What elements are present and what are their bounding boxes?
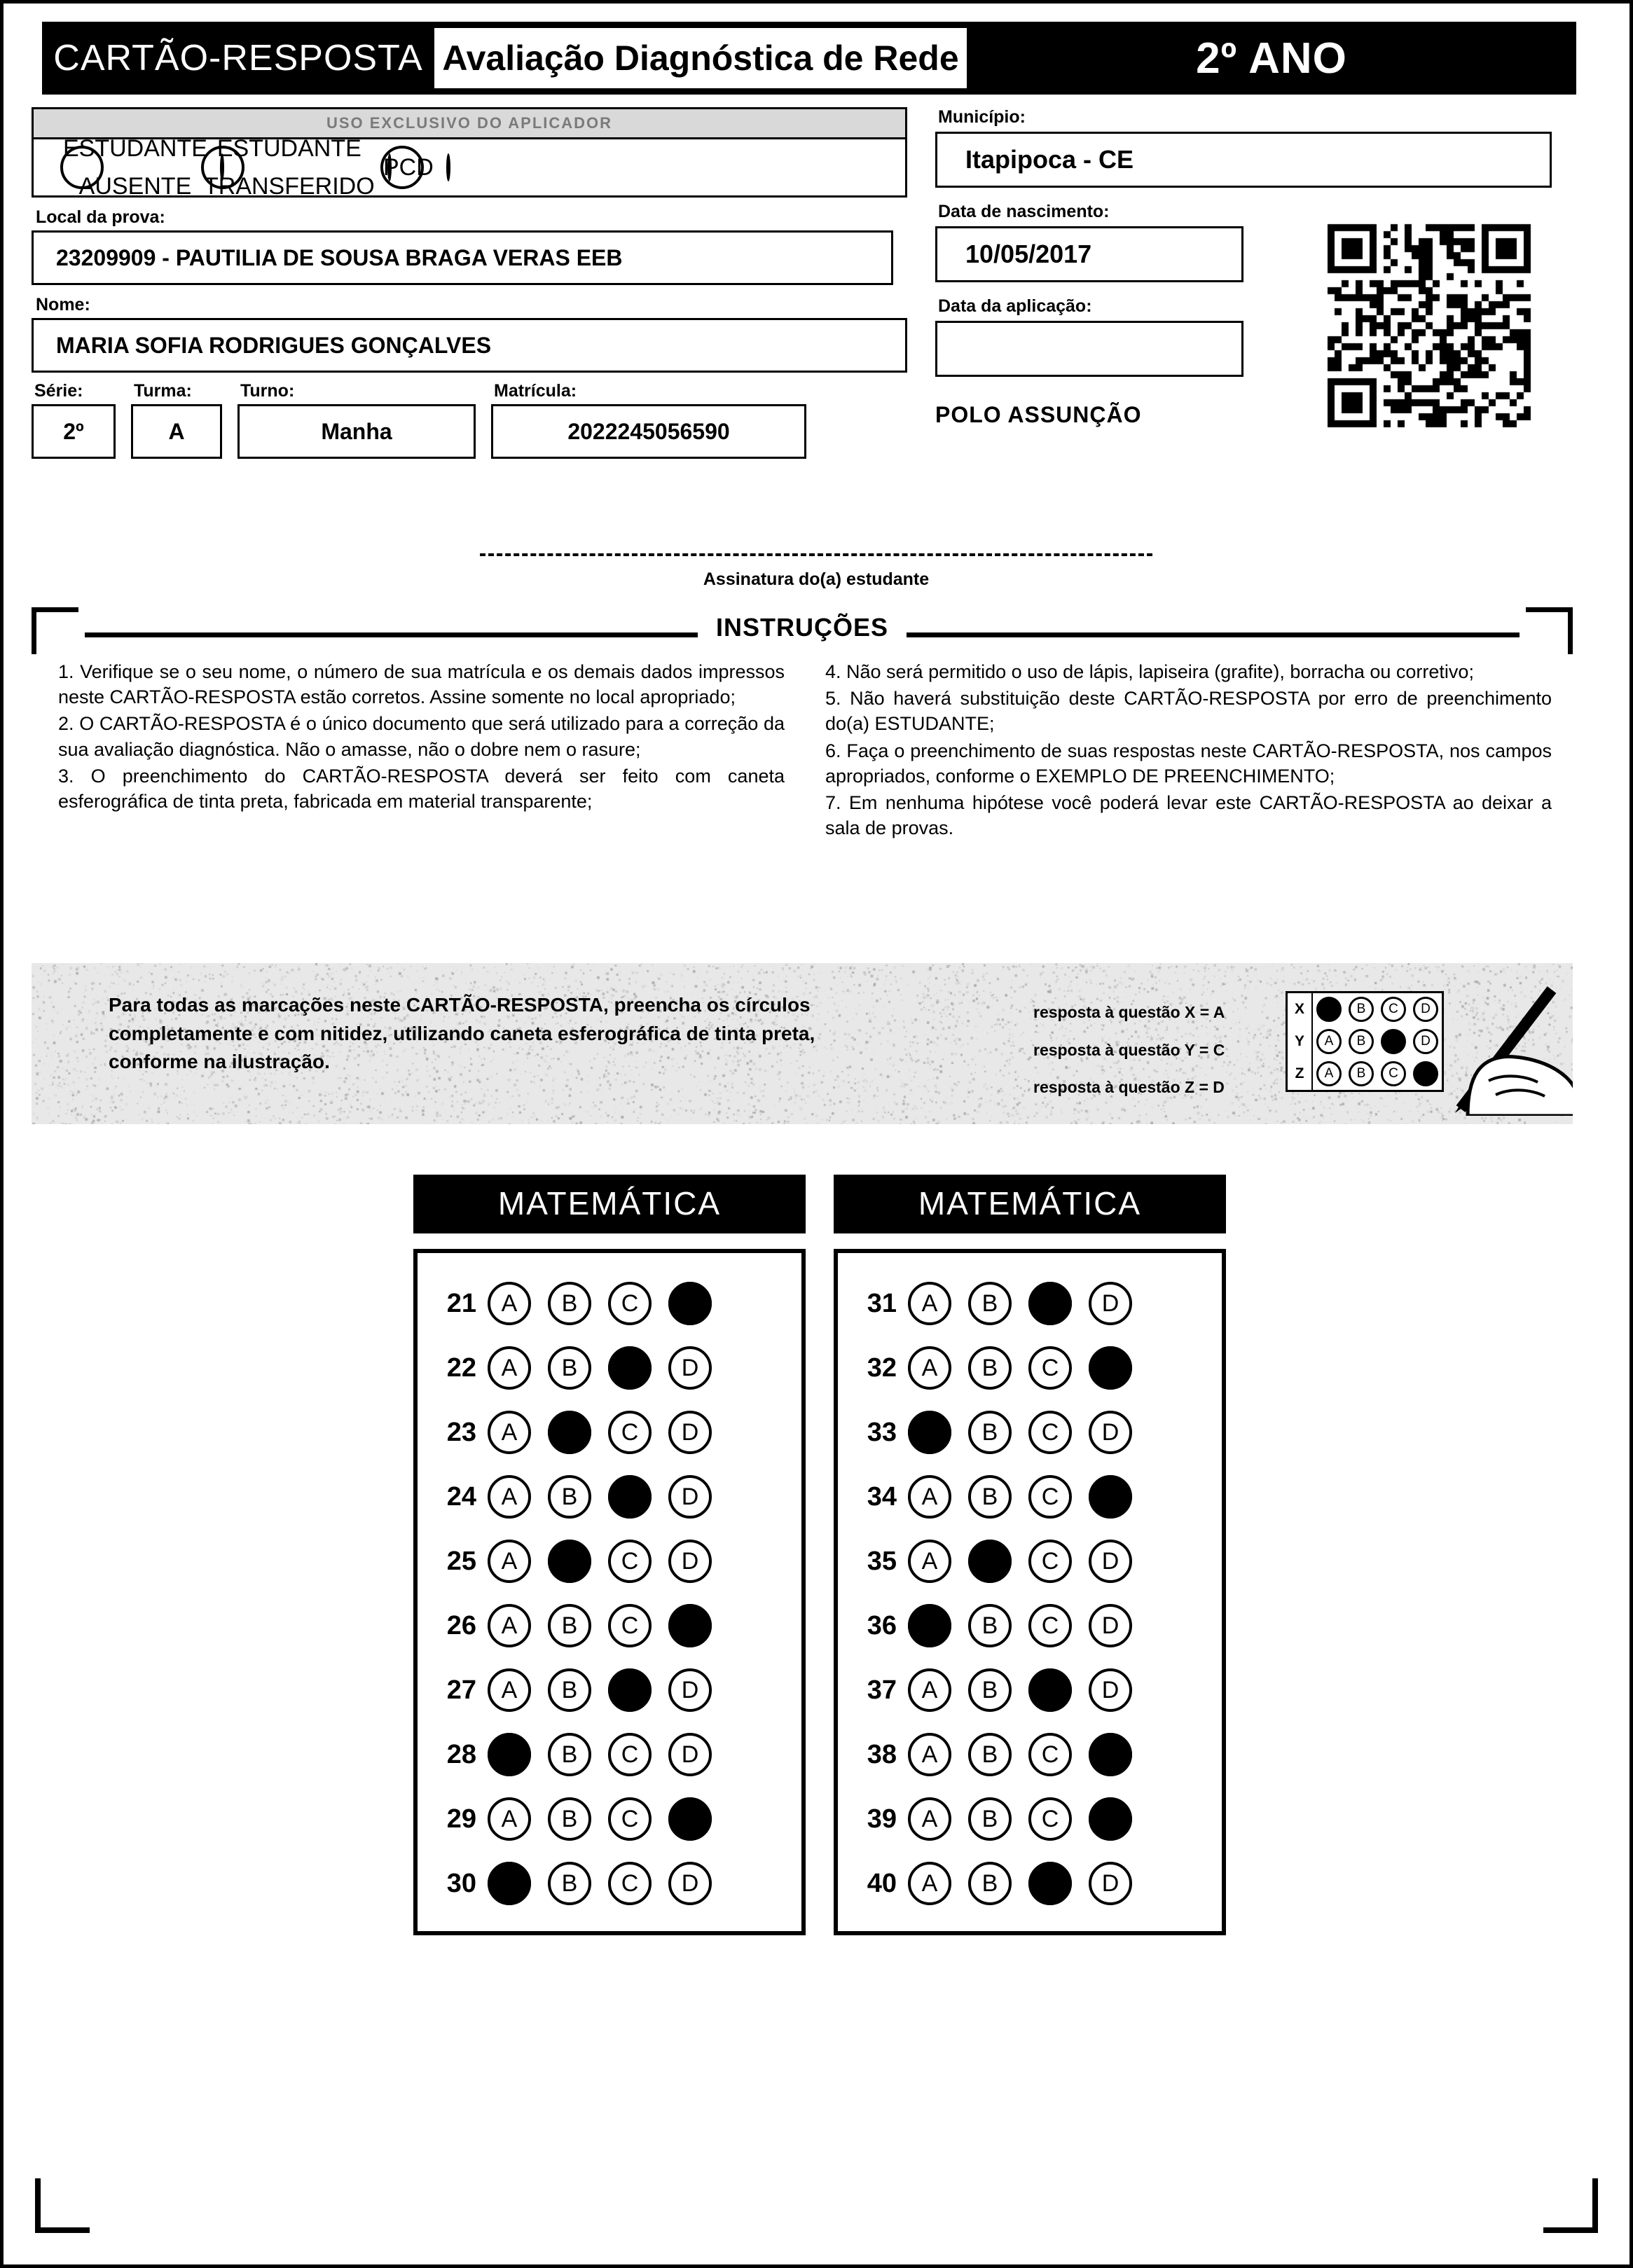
answer-bubble-c[interactable]: C: [608, 1733, 652, 1776]
example-row: [1288, 1058, 1442, 1090]
answer-bubble-a[interactable]: A: [908, 1282, 951, 1325]
status-option-transferred[interactable]: [201, 135, 375, 200]
question-number: 31: [867, 1288, 897, 1318]
answer-bubble-c[interactable]: C: [608, 1411, 652, 1454]
answer-bubble-c[interactable]: C: [1028, 1346, 1072, 1390]
nome-label: Nome:: [36, 295, 90, 314]
nascimento-value: 10/05/2017: [935, 226, 1243, 282]
answer-row: [838, 1400, 1222, 1465]
filling-instructions-text: Para todas as marcações neste CARTÃO-RESPOSTA, preencha os círculos completamente e com nitidez, utilizando caneta esferográfica de tinta preta, conforme na ilustração.: [109, 994, 815, 1073]
answer-bubble-b[interactable]: B: [548, 1797, 591, 1841]
answer-bubble-a[interactable]: A: [908, 1862, 951, 1905]
answer-bubble-d[interactable]: [1089, 1797, 1132, 1841]
answer-bubble-d[interactable]: D: [1089, 1862, 1132, 1905]
polo-label: POLO ASSUNÇÃO: [935, 402, 1142, 427]
answer-bubble-d[interactable]: [1089, 1346, 1132, 1390]
identification-block: [32, 107, 907, 459]
answer-bubble-b[interactable]: B: [548, 1862, 591, 1905]
answer-bubble-c[interactable]: C: [1028, 1475, 1072, 1519]
instruction-item: 4. Não será permitido o uso de lápis, lapiseira (grafite), borracha ou corretivo;: [825, 661, 1474, 682]
answer-row: [838, 1722, 1222, 1787]
example-row: [1288, 1025, 1442, 1058]
question-number: 30: [446, 1868, 476, 1898]
answer-bubble-b[interactable]: B: [548, 1475, 591, 1519]
question-number: 36: [867, 1610, 897, 1640]
answer-bubble-a[interactable]: A: [908, 1797, 951, 1841]
question-number: 37: [867, 1675, 897, 1705]
answer-bubble-a[interactable]: A: [908, 1346, 951, 1390]
aplicacao-value: [935, 321, 1243, 377]
answer-bubble-c[interactable]: C: [608, 1282, 652, 1325]
answer-bubble-c[interactable]: [1028, 1862, 1072, 1905]
answer-bubble-a[interactable]: A: [488, 1411, 531, 1454]
answer-bubble-c[interactable]: C: [608, 1604, 652, 1647]
example-bubble: A: [1316, 1029, 1342, 1054]
answer-bubble-c[interactable]: C: [1028, 1411, 1072, 1454]
answer-bubble-c[interactable]: C: [1028, 1604, 1072, 1647]
answer-row: [418, 1787, 801, 1851]
answer-bubble-d[interactable]: D: [668, 1668, 712, 1712]
instruction-item: 2. O CARTÃO-RESPOSTA é o único documento que será utilizado para a correção da sua avaliação diagnóstica. Não o amasse, não o dobre nem o rasure;: [58, 713, 785, 760]
answer-bubble-d[interactable]: [668, 1282, 712, 1325]
status-pcd-label: PCD: [383, 154, 434, 181]
answer-bubble-b[interactable]: B: [968, 1604, 1012, 1647]
answer-bubble-b[interactable]: B: [968, 1475, 1012, 1519]
municipio-value: Itapipoca - CE: [935, 132, 1552, 188]
status-absent-label: ESTUDANTE AUSENTE: [63, 135, 207, 200]
question-number: 26: [446, 1610, 476, 1640]
corner-mark-top-right: [1526, 607, 1573, 654]
answer-bubble-d[interactable]: D: [668, 1733, 712, 1776]
page-header: [42, 22, 1576, 95]
matricula-field: [491, 381, 806, 459]
example-row-label: Z: [1288, 1058, 1313, 1090]
municipio-label: Município:: [938, 107, 1026, 127]
turno-value: Manha: [237, 404, 476, 459]
serie-label: Série:: [34, 381, 83, 401]
answer-column: [413, 1175, 806, 1935]
answer-section-title: MATEMÁTICA: [834, 1175, 1226, 1233]
turno-label: Turno:: [240, 381, 295, 401]
answer-bubble-b[interactable]: B: [968, 1282, 1012, 1325]
answer-bubble-d[interactable]: D: [1089, 1282, 1132, 1325]
applicator-only-text: USO EXCLUSIVO DO APLICADOR: [326, 114, 613, 132]
answer-row: [418, 1722, 801, 1787]
answer-row: [838, 1787, 1222, 1851]
answer-bubble-a[interactable]: A: [488, 1604, 531, 1647]
answer-section-body: [413, 1249, 806, 1935]
answer-bubble-c[interactable]: C: [1028, 1540, 1072, 1583]
answer-bubble-a[interactable]: A: [488, 1797, 531, 1841]
example-bubble: B: [1349, 1061, 1374, 1086]
instructions-title: INSTRUÇÕES: [698, 613, 907, 642]
answer-row: [838, 1336, 1222, 1400]
answer-column: [834, 1175, 1226, 1935]
example-bubble: D: [1413, 1061, 1438, 1086]
instructions-area: [32, 607, 1573, 936]
example-row-label: X: [1288, 993, 1313, 1025]
example-bubble: D: [1413, 997, 1438, 1022]
answer-bubble-c[interactable]: C: [608, 1862, 652, 1905]
answer-bubble-b[interactable]: B: [548, 1346, 591, 1390]
example-bubble: A: [1316, 1061, 1342, 1086]
turma-label: Turma:: [134, 381, 192, 401]
nome-value: MARIA SOFIA RODRIGUES GONÇALVES: [32, 318, 907, 373]
answer-row: [418, 1658, 801, 1722]
answer-bubble-b[interactable]: B: [548, 1282, 591, 1325]
question-number: 21: [446, 1288, 476, 1318]
answer-bubble-a[interactable]: A: [908, 1475, 951, 1519]
answer-section-title: MATEMÁTICA: [413, 1175, 806, 1233]
qr-code: [1321, 221, 1552, 431]
answer-row: [838, 1851, 1222, 1916]
answer-bubble-d[interactable]: [668, 1797, 712, 1841]
answer-bubble-b[interactable]: [548, 1540, 591, 1583]
instruction-item: 1. Verifique se o seu nome, o número de sua matrícula e os demais dados impressos neste CARTÃO-RESPOSTA estão corretos. Assine somente no local apropriado;: [58, 661, 785, 708]
status-transferred-label: ESTUDANTE TRANSFERIDO: [204, 135, 375, 200]
answer-bubble-c[interactable]: [608, 1475, 652, 1519]
answer-bubble-b[interactable]: B: [968, 1346, 1012, 1390]
example-bubble: C: [1381, 1029, 1406, 1054]
question-number: 27: [446, 1675, 476, 1705]
question-number: 22: [446, 1353, 476, 1383]
example-bubble: C: [1381, 1061, 1406, 1086]
answer-bubble-a[interactable]: A: [488, 1282, 531, 1325]
instruction-item: 3. O preenchimento do CARTÃO-RESPOSTA deverá ser feito com caneta esferográfica de tinta preta, fabricada em material transparente;: [58, 765, 785, 812]
local-label: Local da prova:: [36, 207, 165, 227]
example-bubble-grid: [1286, 991, 1444, 1092]
answer-bubble-d[interactable]: D: [668, 1346, 712, 1390]
question-number: 32: [867, 1353, 897, 1383]
answer-bubble-d[interactable]: D: [668, 1540, 712, 1583]
corner-mark-top-left: [32, 607, 78, 654]
question-number: 23: [446, 1417, 476, 1447]
answer-bubble-d[interactable]: D: [1089, 1540, 1132, 1583]
hand-with-pen-icon: [1447, 976, 1573, 1116]
answer-row: [418, 1400, 801, 1465]
answer-grid-area: [413, 1175, 1226, 1935]
example-legend-line: resposta à questão X = A: [1033, 1003, 1225, 1021]
question-number: 38: [867, 1739, 897, 1769]
answer-row: [838, 1271, 1222, 1336]
answer-row: [838, 1465, 1222, 1529]
answer-bubble-a[interactable]: A: [908, 1668, 951, 1712]
answer-bubble-d[interactable]: D: [668, 1411, 712, 1454]
status-pcd-bubble[interactable]: [446, 153, 450, 181]
status-option-absent[interactable]: [60, 135, 207, 200]
answer-bubble-b[interactable]: B: [968, 1733, 1012, 1776]
example-bubble: C: [1381, 997, 1406, 1022]
answer-bubble-b[interactable]: B: [968, 1862, 1012, 1905]
answer-bubble-d[interactable]: [1089, 1733, 1132, 1776]
example-bubble: A: [1316, 997, 1342, 1022]
answer-bubble-b[interactable]: [548, 1411, 591, 1454]
header-title-left: CARTÃO-RESPOSTA: [53, 38, 423, 78]
nascimento-label: Data de nascimento:: [938, 202, 1110, 221]
answer-bubble-b[interactable]: B: [968, 1668, 1012, 1712]
status-option-pcd[interactable]: [380, 146, 434, 189]
answer-bubble-a[interactable]: A: [488, 1346, 531, 1390]
answer-bubble-a[interactable]: [488, 1862, 531, 1905]
question-number: 34: [867, 1481, 897, 1512]
instruction-item: 6. Faça o preenchimento de suas respostas neste CARTÃO-RESPOSTA, nos campos apropriados, conforme o EXEMPLO DE PREENCHIMENTO;: [825, 740, 1552, 787]
answer-bubble-a[interactable]: A: [488, 1668, 531, 1712]
answer-bubble-d[interactable]: D: [668, 1862, 712, 1905]
answer-bubble-b[interactable]: [968, 1540, 1012, 1583]
answer-section-body: [834, 1249, 1226, 1935]
answer-row: [418, 1851, 801, 1916]
answer-bubble-b[interactable]: B: [968, 1797, 1012, 1841]
answer-row: [838, 1658, 1222, 1722]
answer-bubble-d[interactable]: D: [1089, 1411, 1132, 1454]
question-number: 39: [867, 1804, 897, 1834]
example-row-label: Y: [1288, 1025, 1313, 1058]
signature-caption: Assinatura do(a) estudante: [703, 569, 930, 589]
answer-bubble-b[interactable]: B: [548, 1733, 591, 1776]
answer-bubble-c[interactable]: [1028, 1668, 1072, 1712]
instructions-column-right: [825, 659, 1552, 842]
answer-bubble-c[interactable]: C: [608, 1797, 652, 1841]
answer-row: [418, 1465, 801, 1529]
answer-bubble-a[interactable]: A: [488, 1540, 531, 1583]
serie-field: [32, 381, 116, 459]
question-number: 25: [446, 1546, 476, 1576]
turma-value: A: [131, 404, 222, 459]
turma-field: [131, 381, 222, 459]
signature-line: [480, 553, 1152, 556]
matricula-label: Matrícula:: [494, 381, 577, 401]
answer-bubble-c[interactable]: [608, 1346, 652, 1390]
answer-bubble-a[interactable]: [908, 1411, 951, 1454]
question-number: 29: [446, 1804, 476, 1834]
aplicacao-label: Data da aplicação:: [938, 296, 1092, 316]
example-bubble: D: [1413, 1029, 1438, 1054]
answer-row: [418, 1271, 801, 1336]
question-number: 35: [867, 1546, 897, 1576]
answer-row: [838, 1593, 1222, 1658]
class-details-row: [32, 381, 907, 459]
corner-mark-bottom-right: [1543, 2178, 1598, 2233]
answer-bubble-b[interactable]: B: [548, 1668, 591, 1712]
example-legend-line: resposta à questão Z = D: [1033, 1078, 1225, 1097]
question-number: 28: [446, 1739, 476, 1769]
answer-bubble-c[interactable]: C: [1028, 1733, 1072, 1776]
local-value: 23209909 - PAUTILIA DE SOUSA BRAGA VERAS EEB: [32, 230, 893, 285]
example-row: [1288, 993, 1442, 1025]
answer-bubble-b[interactable]: B: [968, 1411, 1012, 1454]
instructions-column-left: [58, 659, 785, 842]
answer-bubble-d[interactable]: D: [1089, 1604, 1132, 1647]
example-bubble: B: [1349, 1029, 1374, 1054]
answer-bubble-a[interactable]: A: [488, 1475, 531, 1519]
matricula-value: 2022245056590: [491, 404, 806, 459]
answer-bubble-c[interactable]: [1028, 1282, 1072, 1325]
question-number: 40: [867, 1868, 897, 1898]
answer-row: [418, 1336, 801, 1400]
answer-bubble-b[interactable]: B: [548, 1604, 591, 1647]
answer-bubble-a[interactable]: A: [908, 1540, 951, 1583]
filling-example-band: [32, 963, 1573, 1124]
example-legend: [1033, 994, 1328, 1107]
answer-bubble-c[interactable]: C: [1028, 1797, 1072, 1841]
answer-bubble-c[interactable]: [608, 1668, 652, 1712]
answer-row: [418, 1593, 801, 1658]
header-title-right: 2º ANO: [1196, 34, 1347, 83]
instruction-item: 5. Não haverá substituição deste CARTÃO-RESPOSTA por erro de preenchimento do(a) ESTUDANTE;: [825, 688, 1552, 735]
question-number: 24: [446, 1481, 476, 1512]
answer-bubble-d[interactable]: [1089, 1475, 1132, 1519]
answer-bubble-d[interactable]: [668, 1604, 712, 1647]
header-title-center: Avaliação Diagnóstica de Rede: [434, 28, 967, 88]
answer-bubble-a[interactable]: A: [908, 1733, 951, 1776]
answer-bubble-d[interactable]: D: [1089, 1668, 1132, 1712]
corner-mark-bottom-left: [35, 2178, 90, 2233]
example-bubble: B: [1349, 997, 1374, 1022]
answer-row: [418, 1529, 801, 1593]
turno-field: [237, 381, 476, 459]
answer-bubble-a[interactable]: [908, 1604, 951, 1647]
student-status-row: [32, 137, 907, 198]
answer-bubble-d[interactable]: D: [668, 1475, 712, 1519]
answer-bubble-a[interactable]: [488, 1733, 531, 1776]
answer-row: [838, 1529, 1222, 1593]
instruction-item: 7. Em nenhuma hipótese você poderá levar este CARTÃO-RESPOSTA ao deixar a sala de provas.: [825, 791, 1552, 839]
serie-value: 2º: [32, 404, 116, 459]
example-legend-line: resposta à questão Y = C: [1033, 1040, 1225, 1059]
question-number: 33: [867, 1417, 897, 1447]
answer-bubble-c[interactable]: C: [608, 1540, 652, 1583]
